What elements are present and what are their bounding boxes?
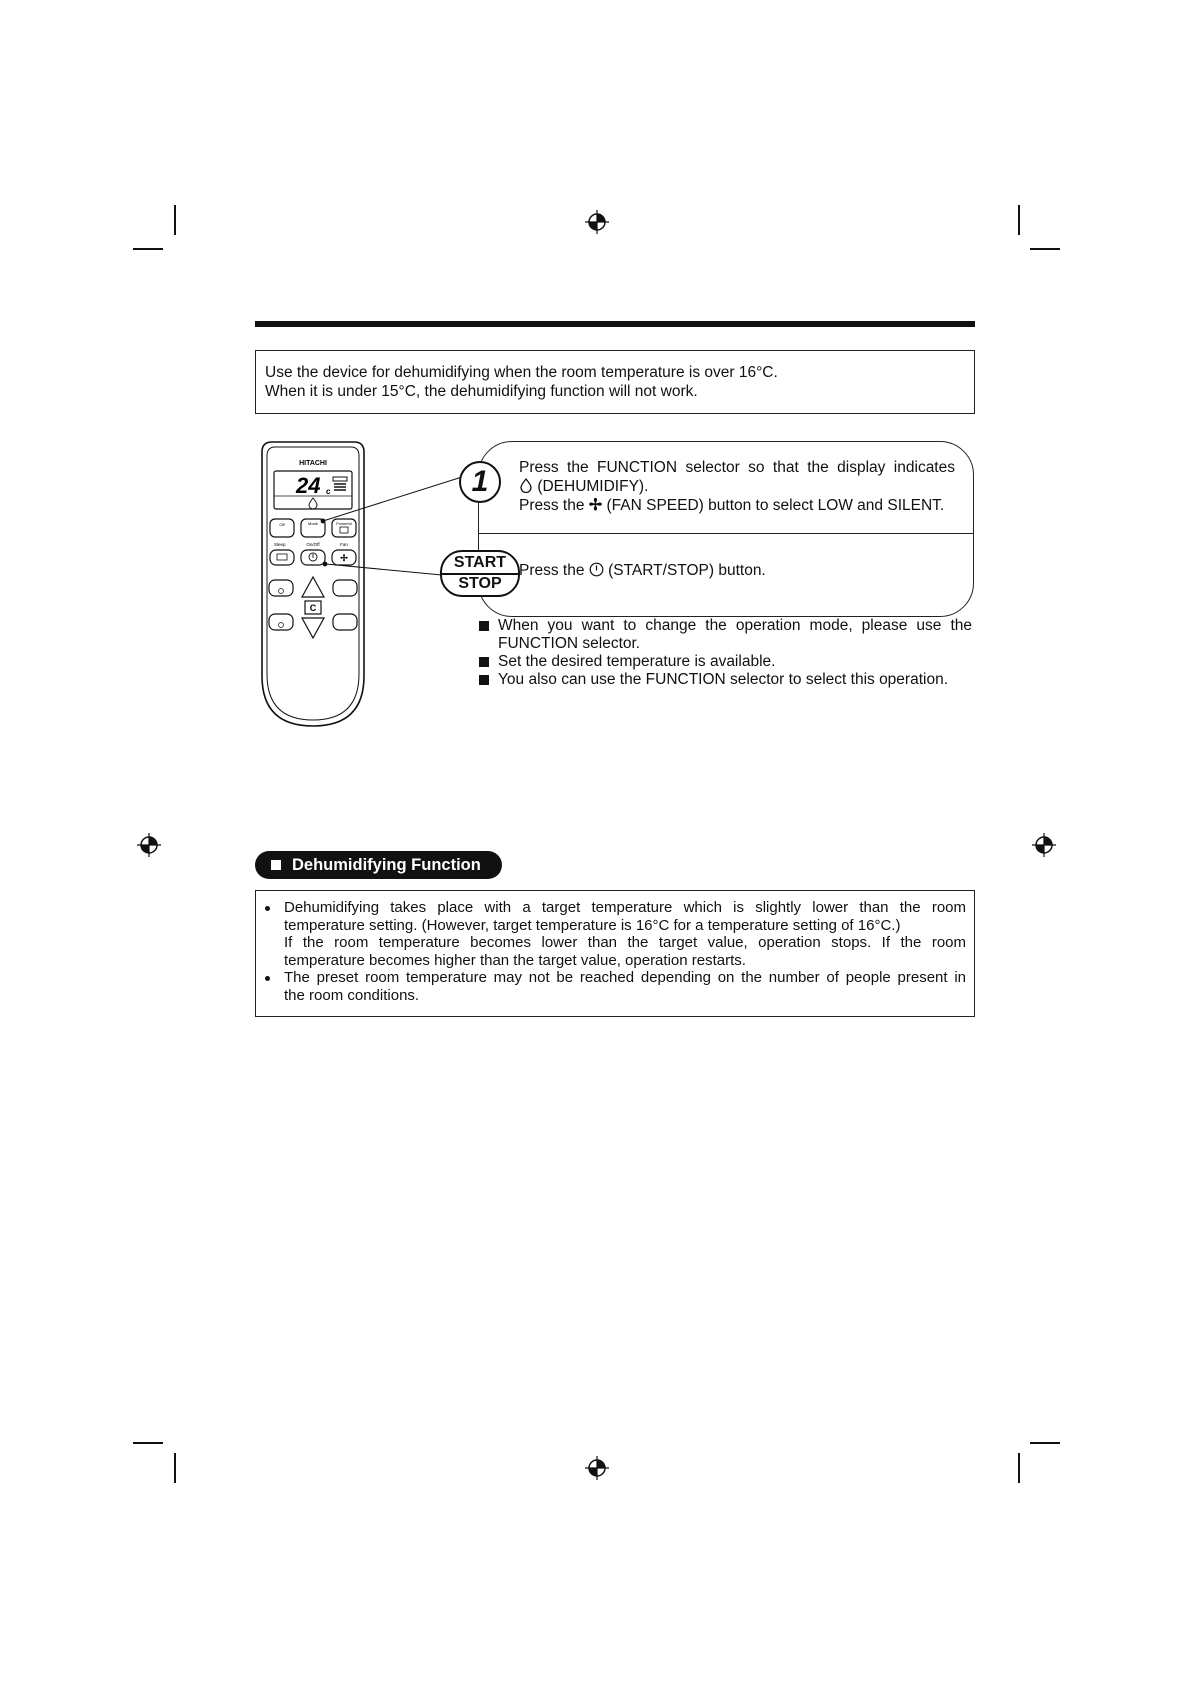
crop-mark (1030, 1442, 1060, 1444)
powerful-button-label: Powerful (336, 521, 352, 526)
registration-mark-icon (585, 1456, 609, 1480)
remote-brand-label: HITACHI (299, 460, 327, 467)
remote-display-unit: c (326, 487, 331, 496)
step-1-line: Press the (519, 497, 585, 514)
list-item (478, 617, 972, 653)
step-1-line-2 (519, 477, 955, 496)
registration-mark-icon (585, 210, 609, 234)
section-title: Dehumidifying Function (292, 856, 481, 874)
info-line: temperature becomes higher than the target value, operation restarts. (284, 951, 746, 969)
info-line: Dehumidifying takes place with a target temperature which is slightly lower than the room (284, 899, 966, 916)
step-number-badge: 1 (459, 461, 501, 503)
step-2-line: Press the (519, 562, 585, 579)
step-1-line: (DEHUMIDIFY). (537, 478, 649, 495)
start-label: START (453, 554, 507, 571)
list-item-text: You also can use the FUNCTION selector to select this operation. (498, 671, 949, 688)
crop-mark (174, 1453, 176, 1483)
crop-mark (133, 248, 163, 250)
step-2-text (519, 561, 766, 580)
sleep-button[interactable] (270, 550, 294, 565)
usage-note-line: When it is under 15°C, the dehumidifying function will not work. (265, 383, 698, 400)
crop-mark (1018, 1453, 1020, 1483)
function-button-label: Off (279, 522, 285, 527)
step-1-line: Press the FUNCTION selector so that the display indicates (519, 459, 955, 476)
fan-button-label: Fan (340, 542, 348, 547)
right-left-button[interactable] (333, 614, 357, 630)
dehumidify-icon (519, 478, 533, 493)
cancel-button-label: C (309, 603, 317, 613)
list-item-text: When you want to change the operation mode, please use the FUNCTION selector. (498, 617, 972, 652)
on-off-button-label: On/Off (306, 542, 320, 547)
registration-mark-icon (137, 833, 161, 857)
svg-text:✢: ✢ (340, 553, 348, 563)
info-line: If the room temperature becomes lower than the target value, operation stops. If the room (284, 934, 966, 951)
step-1-text (519, 458, 955, 515)
crop-mark (174, 205, 176, 235)
operation-notes (478, 617, 972, 689)
stop-label: STOP (458, 575, 502, 592)
section-heading (255, 851, 502, 879)
fan-speed-icon: ✢ (588, 497, 603, 514)
usage-note-box (255, 350, 975, 414)
step-1-line-3 (519, 496, 955, 515)
usage-note-line: Use the device for dehumidifying when the room temperature is over 16°C. (265, 364, 778, 381)
crop-mark (1018, 205, 1020, 235)
step-2-line: (START/STOP) button. (608, 562, 766, 579)
crop-mark (133, 1442, 163, 1444)
list-item-text: Set the desired temperature is available. (498, 653, 776, 670)
mode-button-label: Mode (307, 521, 319, 526)
info-line: temperature setting. (However, target temperature is 16°C for a temperature setting of 16°C.) (284, 916, 901, 934)
info-line: the room conditions. (284, 986, 420, 1004)
step-1-line: (FAN SPEED) button to select LOW and SILENT. (606, 497, 945, 514)
info-line: The preset room temperature may not be reached depending on the number of people present in (284, 969, 966, 986)
up-down-button[interactable] (333, 580, 357, 596)
crop-mark (1030, 248, 1060, 250)
sleep-button-label: Sleep (274, 542, 286, 547)
power-icon (589, 562, 604, 577)
dehumidify-info-box (255, 890, 975, 1017)
list-item (478, 653, 972, 671)
start-stop-badge (440, 550, 520, 597)
remote-display-temp: 24 (296, 473, 321, 498)
header-rule (255, 321, 975, 327)
list-item (478, 671, 972, 689)
registration-mark-icon (1032, 833, 1056, 857)
